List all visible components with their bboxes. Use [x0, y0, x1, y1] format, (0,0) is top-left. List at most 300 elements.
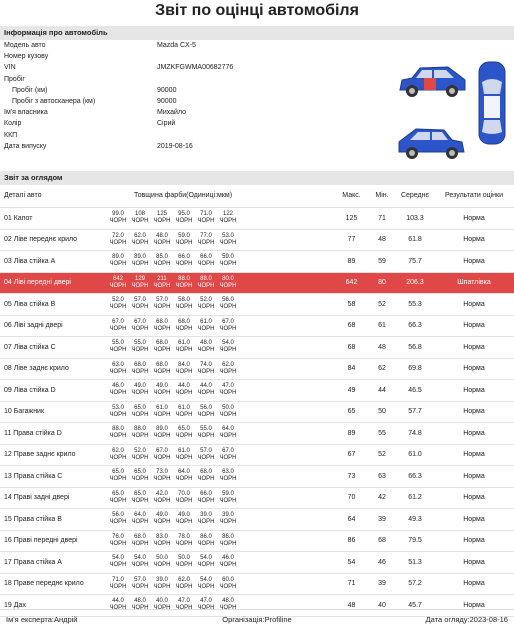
min-value: 46 [378, 558, 386, 566]
thickness-reading [151, 340, 173, 354]
col-max-header: Макс. [342, 192, 361, 199]
reading-value: 95.0 [178, 211, 190, 218]
thickness-reading [173, 426, 195, 440]
reading-unit: ЧОРН [109, 325, 127, 332]
reading-value: 50.0 [156, 555, 168, 562]
thickness-reading [195, 426, 217, 440]
reading-unit: ЧОРН [219, 519, 237, 526]
thickness-reading [151, 491, 173, 505]
reading-value: 57.0 [134, 297, 146, 304]
reading-unit: ЧОРН [219, 540, 237, 547]
car-side-left-icon [396, 124, 468, 164]
thickness-reading [129, 297, 151, 311]
result-value: Норма [463, 322, 485, 330]
inspection-table-header [0, 185, 514, 208]
info-label: Пробіг з автосканера (км) [12, 97, 96, 105]
max-value: 54 [347, 558, 356, 566]
reading-unit: ЧОРН [153, 261, 171, 268]
reading-unit: ЧОРН [197, 261, 215, 268]
reading-unit: ЧОРН [197, 476, 215, 483]
thickness-reading [151, 448, 173, 462]
reading-value: 40.0 [156, 598, 168, 605]
avg-value: 69.8 [408, 365, 422, 373]
part-name: 12 Праве заднє крило [4, 451, 76, 459]
reading-value: 54.0 [200, 576, 212, 583]
thickness-readings [101, 254, 335, 268]
reading-value: 88.0 [178, 275, 190, 282]
reading-value: 89.0 [134, 254, 146, 261]
thickness-reading [151, 383, 173, 397]
reading-unit: ЧОРН [153, 583, 171, 590]
thickness-readings [101, 297, 335, 311]
reading-value: 54.0 [200, 555, 212, 562]
part-name: 14 Праві задні двері [4, 494, 70, 502]
reading-value: 68.0 [200, 469, 212, 476]
thickness-reading [151, 211, 173, 225]
reading-unit: ЧОРН [153, 218, 171, 225]
reading-value: 71.0 [112, 576, 124, 583]
reading-unit: ЧОРН [197, 583, 215, 590]
table-row [0, 337, 514, 359]
avg-value: 45.7 [408, 601, 422, 609]
table-row [0, 230, 514, 252]
reading-value: 48.0 [200, 340, 212, 347]
min-value: 71 [378, 214, 386, 222]
reading-unit: ЧОРН [197, 239, 215, 246]
avg-value: 61.0 [408, 451, 422, 459]
min-value: 39 [378, 580, 386, 588]
reading-value: 65.0 [134, 490, 146, 497]
thickness-readings [101, 405, 335, 419]
reading-unit: ЧОРН [219, 454, 237, 461]
result-value: Шпатлівка [457, 279, 491, 287]
reading-value: 62.0 [178, 576, 190, 583]
avg-value: 66.3 [408, 322, 422, 330]
result-value: Норма [463, 236, 485, 244]
thickness-reading [129, 405, 151, 419]
reading-unit: ЧОРН [131, 218, 149, 225]
reading-unit: ЧОРН [131, 261, 149, 268]
reading-unit: ЧОРН [153, 519, 171, 526]
thickness-reading [217, 233, 239, 247]
avg-value: 79.5 [408, 537, 422, 545]
info-label: VIN [4, 64, 16, 72]
result-value: Норма [463, 408, 485, 416]
col-result-header: Результати оцінки [445, 192, 503, 199]
reading-unit: ЧОРН [153, 282, 171, 289]
thickness-reading [195, 512, 217, 526]
thickness-reading [195, 405, 217, 419]
result-value: Норма [463, 343, 485, 351]
expert-name: Ім'я експерта:Андрій [6, 615, 78, 624]
part-name: 04 Ліві передні двері [4, 279, 71, 287]
reading-value: 47.0 [178, 598, 190, 605]
thickness-reading [129, 534, 151, 548]
reading-value: 129 [134, 275, 145, 282]
min-value: 44 [378, 386, 386, 394]
thickness-readings [101, 319, 335, 333]
max-value: 68 [347, 322, 356, 330]
thickness-reading [217, 340, 239, 354]
result-value: Норма [463, 580, 485, 588]
min-value: 40 [378, 601, 386, 609]
car-diagram [396, 60, 508, 170]
thickness-reading [107, 319, 129, 333]
thickness-reading [151, 512, 173, 526]
part-name: 01 Капот [4, 214, 33, 222]
reading-value: 47.0 [222, 383, 234, 390]
result-value: Норма [463, 365, 485, 373]
thickness-reading [173, 448, 195, 462]
reading-unit: ЧОРН [175, 368, 193, 375]
thickness-reading [107, 340, 129, 354]
min-value: 52 [378, 451, 386, 459]
result-value: Норма [463, 386, 485, 394]
reading-value: 44.0 [112, 598, 124, 605]
thickness-readings [101, 448, 335, 462]
reading-value: 66.0 [178, 254, 190, 261]
reading-value: 53.0 [112, 404, 124, 411]
thickness-reading [217, 555, 239, 569]
result-value: Норма [463, 451, 485, 459]
reading-unit: ЧОРН [153, 562, 171, 569]
part-name: 18 Праве переднє крило [4, 580, 84, 588]
thickness-reading [151, 362, 173, 376]
reading-value: 88.0 [134, 426, 146, 433]
reading-unit: ЧОРН [175, 390, 193, 397]
max-value: 73 [347, 472, 356, 480]
table-row [0, 531, 514, 553]
reading-unit: ЧОРН [219, 261, 237, 268]
avg-value: 61.2 [408, 494, 422, 502]
car-side-right-icon [396, 62, 468, 102]
thickness-reading [217, 276, 239, 290]
info-label: Дата випуску [4, 142, 47, 150]
reading-unit: ЧОРН [175, 261, 193, 268]
reading-value: 76.0 [112, 533, 124, 540]
thickness-reading [195, 340, 217, 354]
thickness-reading [107, 512, 129, 526]
reading-unit: ЧОРН [175, 239, 193, 246]
reading-value: 49.0 [156, 512, 168, 519]
reading-unit: ЧОРН [175, 540, 193, 547]
thickness-reading [195, 233, 217, 247]
table-row [0, 294, 514, 316]
thickness-readings [101, 555, 335, 569]
table-row [0, 208, 514, 230]
reading-unit: ЧОРН [153, 368, 171, 375]
col-part-header: Деталі авто [4, 192, 42, 199]
reading-unit: ЧОРН [219, 282, 237, 289]
reading-unit: ЧОРН [131, 390, 149, 397]
min-value: 68 [378, 537, 386, 545]
table-row [0, 359, 514, 381]
info-label: Колір [4, 120, 22, 128]
avg-value: 206.3 [406, 279, 424, 287]
car-top-icon [476, 60, 508, 146]
reading-value: 65.0 [112, 490, 124, 497]
thickness-reading [173, 469, 195, 483]
reading-value: 61.0 [156, 404, 168, 411]
reading-value: 55.0 [134, 340, 146, 347]
reading-value: 59.0 [178, 232, 190, 239]
reading-value: 65.0 [112, 469, 124, 476]
reading-value: 84.0 [178, 361, 190, 368]
reading-value: 59.0 [222, 254, 234, 261]
thickness-reading [107, 211, 129, 225]
reading-value: 48.0 [156, 232, 168, 239]
reading-unit: ЧОРН [175, 519, 193, 526]
thickness-reading [217, 448, 239, 462]
reading-unit: ЧОРН [153, 497, 171, 504]
reading-unit: ЧОРН [219, 476, 237, 483]
reading-unit: ЧОРН [219, 497, 237, 504]
max-value: 58 [347, 300, 356, 308]
result-value: Норма [463, 300, 485, 308]
part-name: 13 Права стійка C [4, 472, 63, 480]
thickness-reading [217, 491, 239, 505]
avg-value: 103.3 [406, 214, 424, 222]
reading-value: 88.0 [200, 275, 212, 282]
reading-unit: ЧОРН [109, 390, 127, 397]
thickness-reading [173, 405, 195, 419]
reading-unit: ЧОРН [131, 368, 149, 375]
avg-value: 55.3 [408, 300, 422, 308]
thickness-reading [217, 577, 239, 591]
info-value: Михайло [157, 109, 187, 117]
thickness-reading [129, 233, 151, 247]
reading-unit: ЧОРН [131, 583, 149, 590]
reading-value: 85.0 [156, 254, 168, 261]
min-value: 59 [378, 257, 386, 265]
avg-value: 51.3 [408, 558, 422, 566]
thickness-reading [107, 469, 129, 483]
reading-value: 66.0 [200, 254, 212, 261]
avg-value: 56.8 [408, 343, 422, 351]
min-value: 63 [378, 472, 386, 480]
reading-value: 86.0 [200, 533, 212, 540]
thickness-reading [107, 577, 129, 591]
reading-value: 59.0 [222, 490, 234, 497]
thickness-reading [217, 512, 239, 526]
avg-value: 49.3 [408, 515, 422, 523]
thickness-reading [151, 469, 173, 483]
part-name: 05 Ліва стійка B [4, 300, 56, 308]
avg-value: 66.3 [408, 472, 422, 480]
reading-unit: ЧОРН [109, 540, 127, 547]
reading-unit: ЧОРН [175, 325, 193, 332]
min-value: 39 [378, 515, 386, 523]
info-value: Mazda CX-5 [157, 42, 196, 49]
reading-unit: ЧОРН [109, 411, 127, 418]
reading-value: 46.0 [112, 383, 124, 390]
thickness-reading [195, 254, 217, 268]
min-value: 80 [378, 279, 386, 287]
reading-value: 89.0 [112, 254, 124, 261]
reading-value: 108 [134, 211, 145, 218]
min-value: 62 [378, 365, 386, 373]
info-label: Пробіг (км) [12, 86, 48, 94]
reading-unit: ЧОРН [175, 433, 193, 440]
thickness-reading [151, 297, 173, 311]
reading-unit: ЧОРН [175, 583, 193, 590]
reading-unit: ЧОРН [131, 282, 149, 289]
reading-value: 47.0 [200, 598, 212, 605]
result-value: Норма [463, 515, 485, 523]
thickness-reading [217, 254, 239, 268]
reading-unit: ЧОРН [109, 476, 127, 483]
part-name: 09 Ліва стійка D [4, 386, 56, 394]
thickness-reading [195, 383, 217, 397]
reading-unit: ЧОРН [131, 476, 149, 483]
reading-unit: ЧОРН [197, 433, 215, 440]
table-row [0, 251, 514, 273]
thickness-reading [173, 254, 195, 268]
reading-unit: ЧОРН [109, 282, 127, 289]
part-name: 19 Дах [4, 601, 26, 609]
reading-unit: ЧОРН [175, 282, 193, 289]
reading-unit: ЧОРН [109, 218, 127, 225]
thickness-reading [217, 319, 239, 333]
thickness-reading [129, 276, 151, 290]
reading-unit: ЧОРН [109, 519, 127, 526]
reading-unit: ЧОРН [153, 304, 171, 311]
col-min-header: Мін. [375, 192, 389, 199]
thickness-reading [129, 211, 151, 225]
min-value: 55 [378, 429, 386, 437]
thickness-reading [129, 254, 151, 268]
reading-value: 67.0 [134, 318, 146, 325]
reading-unit: ЧОРН [153, 540, 171, 547]
max-value: 77 [347, 236, 356, 244]
reading-value: 48.0 [134, 598, 146, 605]
thickness-reading [129, 340, 151, 354]
reading-value: 63.0 [112, 361, 124, 368]
reading-unit: ЧОРН [109, 261, 127, 268]
thickness-readings [101, 276, 335, 290]
reading-value: 125 [156, 211, 167, 218]
thickness-readings [101, 362, 335, 376]
col-thickness-header: Товщина фарби(Одиниці:мкм) [133, 192, 233, 199]
result-value: Норма [463, 429, 485, 437]
reading-value: 62.0 [222, 361, 234, 368]
reading-unit: ЧОРН [131, 411, 149, 418]
reading-unit: ЧОРН [109, 239, 127, 246]
reading-unit: ЧОРН [109, 304, 127, 311]
info-value: JMZKFGWMA00682776 [157, 64, 234, 72]
reading-unit: ЧОРН [197, 390, 215, 397]
reading-unit: ЧОРН [175, 347, 193, 354]
reading-unit: ЧОРН [219, 239, 237, 246]
table-row [0, 552, 514, 574]
reading-value: 70.0 [178, 490, 190, 497]
info-value: 90000 [157, 97, 177, 105]
min-value: 61 [378, 322, 386, 330]
table-row [0, 509, 514, 531]
thickness-reading [217, 362, 239, 376]
part-name: 06 Ліві задні двері [4, 322, 63, 330]
reading-value: 80.0 [222, 275, 234, 282]
reading-value: 68.0 [156, 361, 168, 368]
thickness-reading [217, 534, 239, 548]
table-row [0, 445, 514, 467]
reading-value: 88.0 [112, 426, 124, 433]
min-value: 52 [378, 300, 386, 308]
reading-value: 68.0 [156, 340, 168, 347]
max-value: 125 [345, 214, 358, 222]
max-value: 89 [347, 429, 356, 437]
reading-value: 52.0 [200, 297, 212, 304]
reading-unit: ЧОРН [153, 239, 171, 246]
result-value: Норма [463, 214, 485, 222]
thickness-reading [195, 555, 217, 569]
reading-value: 49.0 [178, 512, 190, 519]
min-value: 48 [378, 236, 386, 244]
thickness-readings [101, 512, 335, 526]
thickness-reading [151, 555, 173, 569]
thickness-reading [173, 555, 195, 569]
thickness-reading [151, 577, 173, 591]
reading-value: 54.0 [112, 555, 124, 562]
avg-value: 46.5 [408, 386, 422, 394]
reading-unit: ЧОРН [153, 325, 171, 332]
reading-unit: ЧОРН [131, 347, 149, 354]
reading-value: 67.0 [112, 318, 124, 325]
thickness-reading [195, 577, 217, 591]
thickness-reading [217, 405, 239, 419]
thickness-readings [101, 211, 335, 225]
reading-unit: ЧОРН [153, 411, 171, 418]
thickness-reading [151, 405, 173, 419]
max-value: 86 [347, 537, 356, 545]
thickness-reading [173, 491, 195, 505]
part-name: 16 Праві передні двері [4, 537, 78, 545]
reading-value: 50.0 [178, 555, 190, 562]
reading-value: 56.0 [112, 512, 124, 519]
thickness-reading [173, 319, 195, 333]
thickness-reading [195, 276, 217, 290]
thickness-reading [151, 534, 173, 548]
reading-unit: ЧОРН [175, 605, 193, 612]
reading-value: 49.0 [156, 383, 168, 390]
avg-value: 74.8 [408, 429, 422, 437]
thickness-reading [129, 319, 151, 333]
reading-unit: ЧОРН [131, 605, 149, 612]
reading-unit: ЧОРН [197, 218, 215, 225]
thickness-reading [107, 276, 129, 290]
thickness-reading [195, 319, 217, 333]
reading-unit: ЧОРН [175, 454, 193, 461]
thickness-reading [129, 577, 151, 591]
info-value: Сірий [157, 120, 176, 128]
thickness-reading [107, 534, 129, 548]
reading-unit: ЧОРН [175, 562, 193, 569]
info-section-heading: Інформація про автомобіль [0, 26, 514, 40]
avg-value: 61.8 [408, 236, 422, 244]
thickness-reading [107, 426, 129, 440]
result-value: Норма [463, 472, 485, 480]
part-name: 03 Ліва стійка A [4, 257, 56, 265]
reading-unit: ЧОРН [153, 347, 171, 354]
reading-value: 122 [222, 211, 233, 218]
info-row [0, 40, 514, 51]
max-value: 65 [347, 408, 356, 416]
reading-value: 77.0 [200, 232, 212, 239]
thickness-reading [173, 577, 195, 591]
thickness-reading [217, 469, 239, 483]
avg-value: 57.7 [408, 408, 422, 416]
thickness-reading [107, 555, 129, 569]
